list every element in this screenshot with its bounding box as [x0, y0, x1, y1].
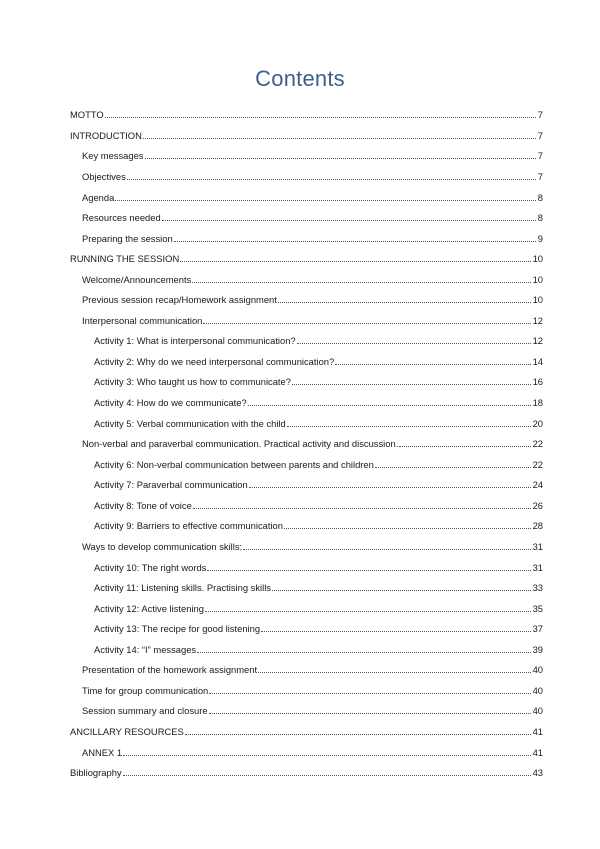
dot-leader [123, 755, 530, 756]
toc-entry[interactable] [94, 459, 543, 471]
contents-title: Contents [255, 66, 345, 91]
toc-entry-page: 7 [537, 109, 543, 120]
dot-leader [174, 241, 536, 242]
dot-leader [127, 179, 536, 180]
toc-entry-label: Presentation of the homework assignment [82, 664, 258, 675]
toc-entry-label: Bibliography [70, 767, 122, 778]
dot-leader [272, 590, 531, 591]
toc-entry-label: Objectives [82, 171, 126, 182]
toc-entry[interactable] [94, 623, 543, 635]
dot-leader [205, 611, 531, 612]
toc-entry-page: 8 [537, 212, 543, 223]
toc-entry[interactable] [82, 747, 543, 759]
toc-entry[interactable] [82, 685, 543, 697]
toc-entry[interactable] [94, 418, 543, 430]
toc-entry-label: Activity 3: Who taught us how to communicate? [94, 376, 291, 387]
toc-entry-label: Preparing the session [82, 233, 173, 244]
toc-entry[interactable] [82, 294, 543, 306]
toc-entry-label: Activity 12: Active listening [94, 603, 204, 614]
toc-entry[interactable] [94, 479, 543, 491]
toc-entry[interactable] [94, 582, 543, 594]
toc-entry-page: 41 [532, 726, 543, 737]
toc-entry-page: 8 [537, 192, 543, 203]
toc-entry[interactable] [94, 644, 543, 656]
toc-entry[interactable] [82, 664, 543, 676]
dot-leader [203, 323, 530, 324]
toc-entry-page: 7 [537, 171, 543, 182]
toc-entry-page: 22 [532, 459, 543, 470]
toc-entry-page: 40 [532, 664, 543, 675]
dot-leader [284, 528, 531, 529]
dot-leader [185, 734, 531, 735]
toc-entry[interactable] [94, 520, 543, 532]
dot-leader [207, 570, 530, 571]
toc-entry[interactable] [82, 438, 543, 450]
dot-leader [123, 775, 531, 776]
dot-leader [335, 364, 530, 365]
toc-entry[interactable] [94, 397, 543, 409]
dot-leader [145, 158, 536, 159]
dot-leader [258, 672, 530, 673]
dot-leader [297, 343, 531, 344]
toc-entry[interactable] [82, 541, 543, 553]
dot-leader [248, 405, 531, 406]
toc-entry-page: 12 [532, 335, 543, 346]
toc-entry-page: 41 [532, 747, 543, 758]
toc-entry-page: 43 [532, 767, 543, 778]
toc-entry-label: Activity 6: Non-verbal communication between parents and children [94, 459, 374, 470]
toc-entry-page: 10 [532, 274, 543, 285]
toc-entry-page: 31 [532, 562, 543, 573]
toc-entry[interactable] [70, 109, 543, 121]
dot-leader [197, 652, 530, 653]
toc-entry[interactable] [82, 212, 543, 224]
dot-leader [209, 693, 530, 694]
toc-entry-label: Activity 5: Verbal communication with the child [94, 418, 286, 429]
dot-leader [399, 446, 530, 447]
toc-entry-label: Activity 1: What is interpersonal communication? [94, 335, 296, 346]
toc-entry-label: Time for group communication [82, 685, 209, 696]
dot-leader [292, 384, 531, 385]
toc-entry-label: MOTTO [70, 109, 104, 120]
dot-leader [180, 261, 530, 262]
toc-entry-page: 12 [532, 315, 543, 326]
toc-entry-page: 40 [532, 705, 543, 716]
toc-entry-label: Agenda [82, 192, 115, 203]
toc-entry-label: Session summary and closure [82, 705, 208, 716]
dot-leader [143, 138, 536, 139]
toc-entry[interactable] [94, 356, 543, 368]
toc-entry-label: Ways to develop communication skills: [82, 541, 243, 552]
dot-leader [105, 117, 536, 118]
toc-entry-label: Non-verbal and paraverbal communication. Practical activity and discussion. [82, 438, 399, 449]
toc-entry-page: 10 [532, 294, 543, 305]
dot-leader [287, 426, 531, 427]
toc-entry-label: ANNEX 1 [82, 747, 123, 758]
dot-leader [249, 487, 531, 488]
toc-entry-label: Activity 2: Why do we need interpersonal communication? [94, 356, 335, 367]
toc-entry-label: ANCILLARY RESOURCES [70, 726, 184, 737]
toc-entry-page: 24 [532, 479, 543, 490]
dot-leader [162, 220, 536, 221]
toc-entry-label: Activity 7: Paraverbal communication [94, 479, 248, 490]
toc-entry[interactable] [94, 376, 543, 388]
toc-entry-page: 35 [532, 603, 543, 614]
toc-entry-page: 33 [532, 582, 543, 593]
toc-entry-page: 9 [537, 233, 543, 244]
toc-entry-label: Previous session recap/Homework assignment [82, 294, 277, 305]
toc-entry[interactable] [82, 150, 543, 162]
toc-entry-label: Activity 10: The right words [94, 562, 207, 573]
toc-entry-label: Activity 13: The recipe for good listening [94, 623, 261, 634]
toc-entry-label: Activity 8: Tone of voice [94, 500, 192, 511]
toc-entry[interactable] [70, 726, 543, 738]
dot-leader [243, 549, 530, 550]
toc-entry-label: Activity 11: Listening skills. Practising skills [94, 582, 271, 593]
toc-entry[interactable] [94, 500, 543, 512]
toc-entry-page: 39 [532, 644, 543, 655]
toc-entry-page: 7 [537, 150, 543, 161]
dot-leader [193, 508, 531, 509]
toc-entry-label: Activity 4: How do we communicate? [94, 397, 247, 408]
toc-entry-page: 22 [532, 438, 543, 449]
toc-entry-page: 26 [532, 500, 543, 511]
toc-entry[interactable] [82, 233, 543, 245]
dot-leader [192, 282, 530, 283]
toc-entry[interactable] [82, 274, 543, 286]
toc-entry-page: 16 [532, 376, 543, 387]
toc-entry-page: 10 [532, 253, 543, 264]
dot-leader [115, 200, 535, 201]
toc-entry[interactable] [70, 767, 543, 779]
toc-entry-page: 7 [537, 130, 543, 141]
dot-leader [375, 467, 531, 468]
toc-entry[interactable] [94, 335, 543, 347]
toc-entry[interactable] [94, 603, 543, 615]
toc-entry-label: INTRODUCTION [70, 130, 142, 141]
toc-entry-label: RUNNING THE SESSION [70, 253, 180, 264]
toc-entry[interactable] [70, 130, 543, 142]
toc-entry[interactable] [82, 315, 543, 327]
toc-entry-label: Activity 14: “I” messages [94, 644, 197, 655]
toc-entry-page: 31 [532, 541, 543, 552]
toc-entry-page: 28 [532, 520, 543, 531]
toc-entry-label: Welcome/Announcements [82, 274, 192, 285]
toc-entry-label: Resources needed [82, 212, 161, 223]
dot-leader [261, 631, 530, 632]
toc-entry-page: 40 [532, 685, 543, 696]
toc-entry-page: 37 [532, 623, 543, 634]
toc-entry-label: Interpersonal communication [82, 315, 203, 326]
toc-entry[interactable] [82, 192, 543, 204]
toc-entry[interactable] [70, 253, 543, 265]
toc-entry[interactable] [82, 705, 543, 717]
toc-entry[interactable] [94, 562, 543, 574]
dot-leader [278, 302, 531, 303]
toc-entry-label: Activity 9: Barriers to effective communication [94, 520, 283, 531]
toc-entry-page: 18 [532, 397, 543, 408]
toc-entry[interactable] [82, 171, 543, 183]
toc-entry-page: 14 [532, 356, 543, 367]
toc-entry-page: 20 [532, 418, 543, 429]
toc-entry-label: Key messages [82, 150, 144, 161]
dot-leader [209, 713, 531, 714]
